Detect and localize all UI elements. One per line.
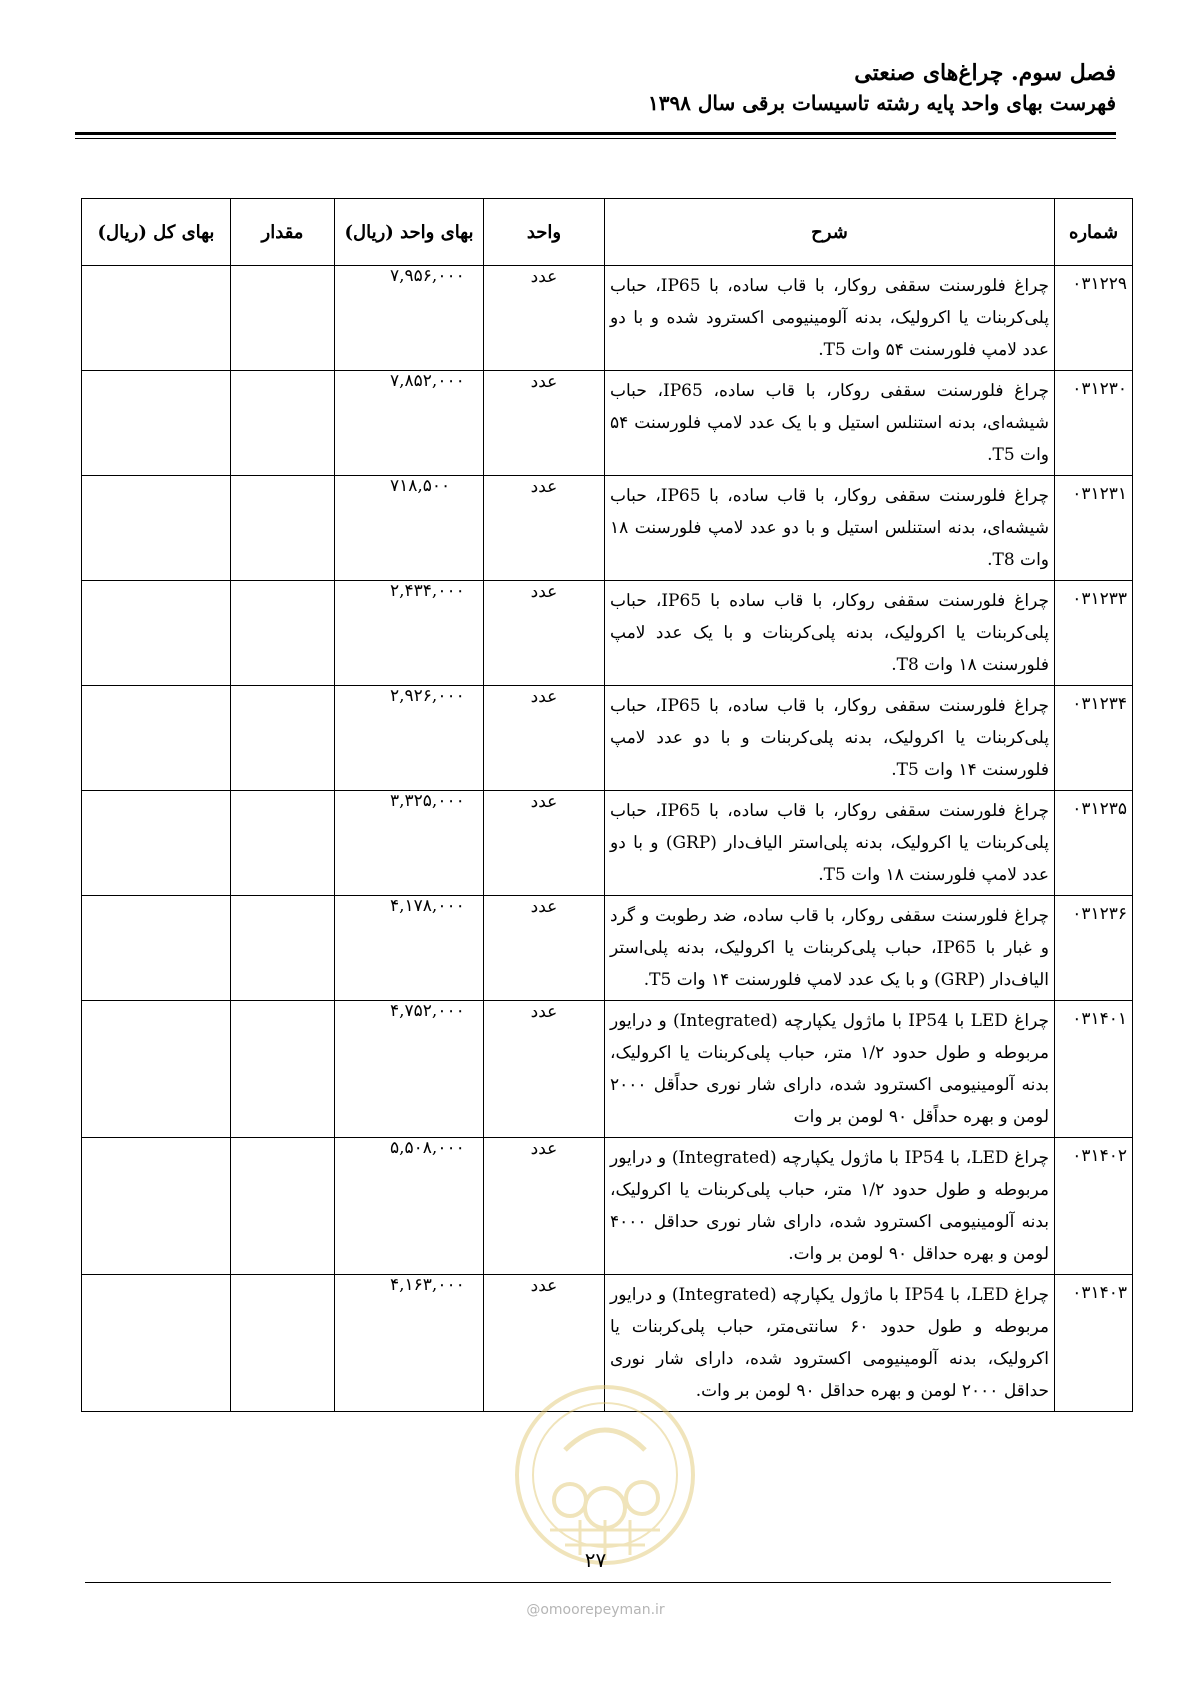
row-unit-price: ۷,۸۵۲,۰۰۰ [335,371,484,476]
row-quantity [231,1138,335,1275]
row-unit: عدد [484,791,605,896]
row-quantity [231,686,335,791]
table-row [82,1138,1133,1275]
site-watermark: @omoorepeyman.ir [526,1602,665,1618]
page-number: ۲۷ [584,1548,607,1572]
row-unit-price: ۴,۷۵۲,۰۰۰ [335,1001,484,1138]
row-total [82,581,231,686]
row-total [82,686,231,791]
row-total [82,896,231,1001]
row-unit-price: ۵,۵۰۸,۰۰۰ [335,1138,484,1275]
col-header-desc: شرح [605,199,1055,266]
row-code: ۰۳۱۲۳۱ [1055,476,1133,581]
row-code: ۰۳۱۲۳۰ [1055,371,1133,476]
row-description: چراغ فلورسنت سقفی روکار، با قاب ساده، با IP65، حباب پلی‌کربنات یا اکرولیک، بدنه آلومینیومی اکسترود شده و با دو عدد لامپ فلورسنت ۵۴ وات T5. [605,266,1055,371]
row-unit: عدد [484,266,605,371]
row-unit: عدد [484,581,605,686]
col-header-unit-price: بهای واحد (ریال) [335,199,484,266]
table-row [82,896,1133,1001]
row-quantity [231,476,335,581]
chapter-title: فصل سوم. چراغ‌های صنعتی [854,60,1116,86]
table-row [82,791,1133,896]
row-description: چراغ فلورسنت سقفی روکار، با قاب ساده با IP65، حباب پلی‌کربنات یا اکرولیک، بدنه پلی‌کربنات و با یک عدد لامپ فلورسنت ۱۸ وات T8. [605,581,1055,686]
row-code: ۰۳۱۲۳۳ [1055,581,1133,686]
row-description: چراغ LED با IP54 با ماژول یکپارچه (Integrated) و درایور مربوطه و طول حدود ۱/۲ متر، حباب پلی‌کربنات یا اکرولیک، بدنه آلومینیومی اکسترود شده، دارای شار نوری حداًقل ۲۰۰۰ لومن و بهره حداًقل ۹۰ لومن بر وات [605,1001,1055,1138]
row-quantity [231,896,335,1001]
row-total [82,476,231,581]
row-description: چراغ فلورسنت سقفی روکار، با قاب ساده، با IP65، حباب پلی‌کربنات یا اکرولیک، بدنه پلی‌کربنات و با دو عدد لامپ فلورسنت ۱۴ وات T5. [605,686,1055,791]
document-subtitle: فهرست بهای واحد پایه رشته تاسیسات برقی سال ۱۳۹۸ [647,91,1116,115]
row-unit: عدد [484,896,605,1001]
col-header-qty: مقدار [231,199,335,266]
row-unit: عدد [484,371,605,476]
col-header-total: بهای کل (ریال) [82,199,231,266]
row-description: چراغ فلورسنت سقفی روکار، با قاب ساده، IP65، حباب شیشه‌ای، بدنه استنلس استیل و با یک عدد لامپ فلورسنت ۵۴ وات T5. [605,371,1055,476]
row-total [82,371,231,476]
table-row [82,266,1133,371]
row-quantity [231,791,335,896]
row-description: چراغ LED، با IP54 با ماژول یکپارچه (Integrated) و درایور مربوطه و طول حدود ۶۰ سانتی‌متر، حباب پلی‌کربنات یا اکرولیک، بدنه آلومینیومی اکسترود شده، دارای شار نوری حداقل ۲۰۰۰ لومن و بهره حداقل ۹۰ لومن بر وات. [605,1275,1055,1412]
row-unit-price: ۴,۱۷۸,۰۰۰ [335,896,484,1001]
table-row [82,1001,1133,1138]
row-unit-price: ۴,۱۶۳,۰۰۰ [335,1275,484,1412]
row-code: ۰۳۱۲۲۹ [1055,266,1133,371]
row-total [82,1001,231,1138]
row-code: ۰۳۱۲۳۵ [1055,791,1133,896]
table-row [82,686,1133,791]
row-total [82,1275,231,1412]
row-quantity [231,1275,335,1412]
row-description: چراغ فلورسنت سقفی روکار، با قاب ساده، با IP65، حباب شیشه‌ای، بدنه استنلس استیل و با دو عدد لامپ فلورسنت ۱۸ وات T8. [605,476,1055,581]
table-row [82,581,1133,686]
watermark-stamp-icon [510,1380,700,1570]
row-quantity [231,266,335,371]
header-rule-thin [75,138,1116,139]
col-header-code: شماره [1055,199,1133,266]
header-rule-thick [75,132,1116,135]
row-unit: عدد [484,476,605,581]
row-unit: عدد [484,1275,605,1412]
row-code: ۰۳۱۴۰۳ [1055,1275,1133,1412]
footer-rule [85,1582,1111,1583]
row-description: چراغ LED، با IP54 با ماژول یکپارچه (Integrated) و درایور مربوطه و طول حدود ۱/۲ متر، حباب پلی‌کربنات یا اکرولیک، بدنه آلومینیومی اکسترود شده، دارای شار نوری حداقل ۴۰۰۰ لومن و بهره حداقل ۹۰ لومن بر وات. [605,1138,1055,1275]
row-unit: عدد [484,1138,605,1275]
price-table [81,198,1133,1412]
row-quantity [231,1001,335,1138]
row-description: چراغ فلورسنت سقفی روکار، با قاب ساده، ضد رطوبت و گرد و غبار با IP65، حباب پلی‌کربنات یا اکرولیک، بدنه پلی‌استر الیاف‌دار (GRP) و با یک عدد لامپ فلورسنت ۱۴ وات T5. [605,896,1055,1001]
row-code: ۰۳۱۲۳۴ [1055,686,1133,791]
row-unit-price: ۷,۹۵۶,۰۰۰ [335,266,484,371]
row-code: ۰۳۱۲۳۶ [1055,896,1133,1001]
col-header-unit: واحد [484,199,605,266]
row-code: ۰۳۱۴۰۱ [1055,1001,1133,1138]
row-total [82,1138,231,1275]
row-unit-price: ۷۱۸,۵۰۰ [335,476,484,581]
row-unit-price: ۲,۹۲۶,۰۰۰ [335,686,484,791]
row-unit-price: ۳,۳۲۵,۰۰۰ [335,791,484,896]
row-description: چراغ فلورسنت سقفی روکار، با قاب ساده، با IP65، حباب پلی‌کربنات یا اکرولیک، بدنه پلی‌استر الیاف‌دار (GRP) و با دو عدد لامپ فلورسنت ۱۸ وات T5. [605,791,1055,896]
row-unit: عدد [484,1001,605,1138]
row-quantity [231,581,335,686]
row-total [82,791,231,896]
page-header [648,58,1116,118]
row-unit: عدد [484,686,605,791]
row-quantity [231,371,335,476]
row-code: ۰۳۱۴۰۲ [1055,1138,1133,1275]
table-header-row [82,199,1133,266]
row-total [82,266,231,371]
table-row [82,371,1133,476]
table-row [82,476,1133,581]
row-unit-price: ۲,۴۳۴,۰۰۰ [335,581,484,686]
